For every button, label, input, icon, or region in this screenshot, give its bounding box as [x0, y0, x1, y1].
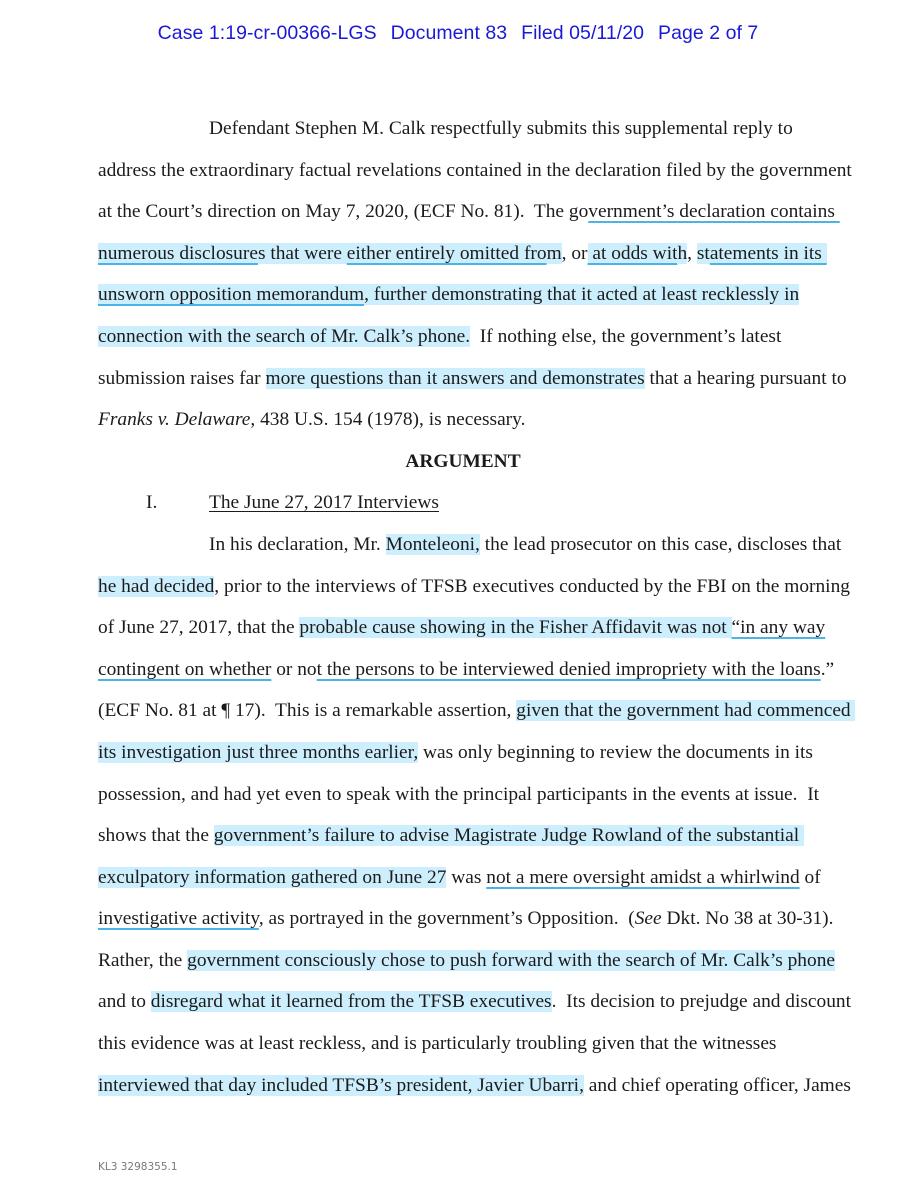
- text-segment: possession, and had yet even to speak with the principal participants in the events at issue. It: [98, 783, 820, 805]
- highlighted-text: government’s failure to advise Magistrate Judge Rowland of the substantial: [213, 825, 804, 847]
- underlined-annotation: “in any way: [731, 617, 826, 639]
- highlighted-text: probable cause showing in the Fisher Affidavit was not: [299, 617, 732, 639]
- text-line: [98, 191, 840, 233]
- highlighted-text: h: [677, 242, 688, 264]
- text-segment: that a hearing pursuant to: [644, 367, 847, 389]
- text-line: [98, 649, 835, 691]
- underlined-annotation: vernment’s declaration contains: [588, 201, 840, 223]
- text-segment: Dkt. No 38 at 30-31).: [661, 908, 834, 930]
- highlighted-text: st: [696, 242, 710, 264]
- text-segment: In his declaration, Mr.: [209, 533, 386, 555]
- italic-text: Franks v. Delaware: [98, 409, 251, 431]
- text-line: [98, 857, 828, 899]
- section-heading: [98, 441, 828, 483]
- text-line: [98, 358, 847, 400]
- text-segment: this evidence was at least reckless, and is particularly troubling given that the witnesses: [98, 1033, 777, 1055]
- text-line: [98, 1065, 851, 1107]
- text-segment: .”: [820, 658, 835, 680]
- text-segment: was: [446, 866, 487, 888]
- text-segment: was only beginning to review the documents in its: [418, 741, 813, 763]
- document-body: [98, 108, 856, 1106]
- text-segment: of June 27, 2017, that the: [98, 617, 300, 639]
- underlined-annotation: investigative activity: [98, 908, 259, 930]
- highlighted-underlined-text: at odds wit: [587, 242, 678, 264]
- subsection-heading: [98, 482, 828, 524]
- underlined-annotation: contingent on whether: [98, 658, 272, 680]
- text-segment: address the extraordinary factual revelations contained in the declaration filed by the government: [98, 159, 852, 181]
- underlined-annotation: t the persons to be interviewed denied impropriety with the loans: [316, 658, 821, 680]
- text-line: [98, 981, 852, 1023]
- text-segment: Defendant Stephen M. Calk respectfully submits this supplemental reply to: [209, 118, 793, 139]
- text-line: [98, 1023, 828, 1065]
- text-segment: Rather, the: [98, 949, 188, 971]
- text-line: [98, 774, 828, 816]
- highlighted-underlined-text: atements in its: [709, 242, 827, 264]
- text-line: [98, 399, 828, 441]
- text-segment: ,: [687, 242, 697, 264]
- text-line: [98, 274, 828, 316]
- text-segment: . Its decision to prejudge and discount: [551, 991, 852, 1013]
- text-segment: and chief operating officer, James: [583, 1074, 851, 1096]
- highlighted-text: government consciously chose to push forward with the search of Mr. Calk’s phone: [187, 949, 835, 971]
- filed-date: Filed 05/11/20: [521, 22, 645, 44]
- highlighted-underlined-text: either entirely omitted fro: [346, 242, 547, 264]
- underlined-annotation: not a mere oversight amidst a whirlwind: [486, 866, 800, 888]
- text-segment: , prior to the interviews of TFSB executives conducted by the FBI on the morning: [214, 575, 850, 597]
- highlighted-underlined-text: unsworn opposition memorandum: [98, 284, 365, 306]
- text-segment: If nothing else, the government’s latest: [470, 325, 782, 347]
- highlighted-text: given that the government had commenced: [516, 700, 856, 722]
- highlighted-text: , further demonstrating that it acted at least recklessly in: [364, 284, 800, 306]
- italic-text: See: [634, 908, 662, 930]
- document-number: Document 83: [390, 22, 508, 44]
- text-line: [98, 316, 828, 358]
- text-line: [98, 607, 828, 649]
- text-line: [98, 150, 852, 192]
- text-segment: , or: [561, 242, 588, 264]
- text-line: [98, 108, 828, 150]
- page-indicator: Page 2 of 7: [658, 22, 759, 44]
- text-segment: or no: [271, 658, 317, 680]
- text-line: [98, 566, 850, 608]
- highlighted-text: he had decided: [98, 575, 215, 597]
- text-segment: shows that the: [98, 825, 214, 847]
- text-line: [98, 524, 842, 566]
- highlighted-text: connection with the search of Mr. Calk’s phone.: [98, 325, 471, 347]
- text-segment: , as portrayed in the government’s Opposition. (: [258, 908, 635, 930]
- highlighted-text: interviewed that day included TFSB’s president, Javier Ubarri,: [98, 1074, 584, 1096]
- case-number: Case 1:19-cr-00366-LGS: [157, 22, 377, 44]
- highlighted-text: Monteleoni,: [385, 533, 480, 555]
- text-segment: the lead prosecutor on this case, discloses that: [479, 533, 842, 555]
- heading-title: The June 27, 2017 Interviews: [209, 492, 439, 514]
- highlighted-text: exculpatory information gathered on June 27: [98, 866, 447, 888]
- text-line: [98, 233, 828, 275]
- text-line: [98, 940, 835, 982]
- text-line: [98, 815, 828, 857]
- text-segment: at the Court’s direction on May 7, 2020, (ECF No. 81). The go: [98, 201, 589, 223]
- text-segment: , 438 U.S. 154 (1978), is necessary.: [250, 409, 526, 431]
- text-line: [98, 732, 828, 774]
- text-line: [98, 690, 856, 732]
- heading-number: I.: [146, 492, 158, 514]
- document-id-footer: KL3 3298355.1: [98, 1161, 178, 1173]
- highlighted-text: more questions than it answers and demonstrates: [265, 367, 645, 389]
- highlighted-underlined-text: numerous disclosure: [98, 242, 258, 264]
- ecf-header: [0, 22, 916, 45]
- highlighted-text: s that were: [257, 242, 347, 264]
- text-segment: (ECF No. 81 at ¶ 17). This is a remarkable assertion,: [98, 700, 517, 722]
- text-segment: ARGUMENT: [405, 450, 521, 472]
- highlighted-text: disregard what it learned from the TFSB executives: [150, 991, 552, 1013]
- text-segment: submission raises far: [98, 367, 266, 389]
- text-segment: of: [799, 866, 821, 888]
- highlighted-text: m: [546, 242, 562, 264]
- text-line: [98, 898, 834, 940]
- highlighted-text: its investigation just three months earlier,: [98, 741, 419, 763]
- text-segment: and to: [98, 991, 151, 1013]
